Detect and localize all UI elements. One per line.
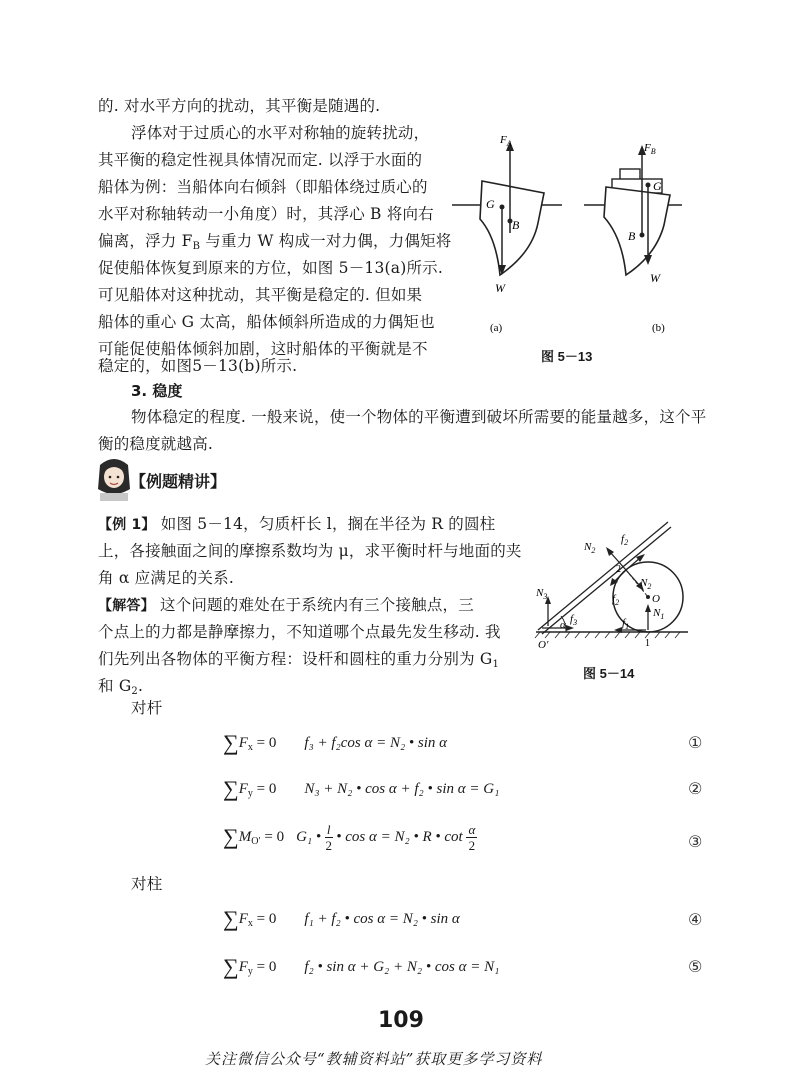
subscript: B: [192, 241, 201, 252]
text-line: 对杆: [131, 699, 163, 717]
text-line: 角 α 应满足的关系.: [98, 569, 234, 587]
ship-hull-b: [604, 187, 670, 275]
text-fragment: 们先列出各物体的平衡方程：设杆和圆柱的重力分别为 G: [98, 650, 493, 668]
fraction: $\frac{\alpha}{2}$: [468, 822, 476, 853]
text-line: 促使船体恢复到原来的方位，如图 5－13(a)所示.: [98, 259, 443, 277]
text-line: 其平衡的稳定性视具体情况而定. 以浮于水面的: [98, 151, 423, 169]
subscript: 1: [492, 659, 500, 670]
label-f2: $f_2$: [612, 593, 620, 607]
label-N2: $N_2$: [640, 577, 652, 591]
ground-hatch: [535, 632, 680, 638]
buoyancy-center-point: [640, 233, 645, 238]
equation-5: $\sum F_y = 0$ f₂ • sin α + G₂ + N₂ • cos α = N₁: [223, 954, 500, 979]
text-line: 船体为例：当船体向右倾斜（即船体绕过质心的: [98, 178, 428, 196]
label-FA: $F_A$: [500, 134, 512, 148]
solution-tag: 【解答】: [98, 598, 155, 614]
text-line: 浮体对于过质心的水平对称轴的旋转扰动，: [131, 124, 430, 142]
text-line: 水平对称轴转动一小角度）时，其浮心 B 将向右: [98, 205, 434, 223]
equation-number: ①: [688, 733, 703, 752]
text-line: 物体稳定的程度. 一般来说，使一个物体的平衡遭到破坏所需要的能量越多，这个平: [131, 408, 707, 426]
figure-5-13: [452, 125, 682, 365]
label-W: W: [650, 271, 660, 285]
text-fragment: 与重力 W 构成一对力偶，力偶矩将: [200, 232, 452, 250]
label-point-2: 2: [616, 564, 621, 575]
label-G: G: [653, 179, 662, 193]
equation-number: ②: [688, 779, 703, 798]
figure-caption: 图 5－14: [583, 666, 635, 681]
arrowhead: [644, 255, 652, 265]
label-N2: $N_2$: [584, 541, 596, 555]
text-line: 衡的稳度就越高.: [98, 435, 214, 453]
label-f2: $f_2$: [621, 533, 629, 547]
equation-4: $\sum F_x = 0$ f₁ + f₂ • cos α = N₂ • sin α: [223, 906, 460, 931]
text-fragment: .: [137, 677, 144, 695]
label-N1: $N_1$: [653, 607, 665, 621]
label-b: (b): [652, 322, 665, 334]
text-fragment: 如图 5－14，匀质杆长 l，搁在半径为 R 的圆柱: [160, 515, 496, 533]
subscript: 2: [131, 686, 138, 697]
example-tag: 【例 1】: [98, 517, 156, 533]
equation-number: ⑤: [688, 957, 703, 976]
label-N3: $N_3$: [536, 587, 548, 601]
text-line: 船体的重心 G 太高，船体倾斜所造成的力偶矩也: [98, 313, 435, 331]
equation-1: $\sum F_x = 0$ f₃ + f₂cos α = N₂ • sin α: [223, 730, 448, 755]
label-FB: $F_B$: [644, 142, 656, 156]
equation-2: $\sum F_y = 0$ N₃ + N₂ • cos α + f₂ • sin α = G₁: [223, 776, 500, 801]
rod: [542, 527, 671, 634]
text-line: 对柱: [131, 875, 163, 893]
text-line: 上，各接触面之间的摩擦系数均为 μ，求平衡时杆与地面的夹: [98, 542, 522, 560]
equation-3: $\sum M_{O'} = 0$ G₁ • $\frac{l}{2}$ • cos α = N₂ • R • cot $\frac{\alpha}{2}$: [223, 822, 476, 853]
label-W: W: [495, 281, 505, 295]
label-B: B: [512, 218, 520, 232]
fraction: $\frac{l}{2}$: [325, 822, 332, 853]
text-fragment: 偏离，浮力 F: [98, 232, 193, 250]
section-heading: 3. 稳度: [131, 382, 183, 400]
equation-number: ④: [688, 910, 703, 929]
center-of-mass-point: [646, 183, 651, 188]
equation-number: ③: [688, 832, 703, 851]
text-line: 稳定的，如图5－13(b)所示.: [98, 357, 298, 375]
page-number: 109: [378, 1008, 424, 1033]
text-line: 的. 对水平方向的扰动，其平衡是随遇的.: [98, 97, 381, 115]
label-f3: $f_3$: [570, 613, 578, 627]
label-point-1: 1: [645, 638, 650, 649]
text-line: [98, 510, 495, 539]
student-avatar-icon: [94, 455, 134, 501]
section-banner: 【例题精讲】: [130, 472, 227, 491]
text-line: [98, 591, 474, 620]
label-O: O: [652, 593, 660, 605]
label-G: G: [486, 197, 495, 211]
label-f1: $f_1$: [622, 617, 630, 631]
text-line: [98, 645, 499, 679]
center-of-mass-point: [500, 205, 505, 210]
force-N2-cyl: [626, 570, 640, 586]
footer-note: 关注微信公众号“教辅资料站”获取更多学习资料: [205, 1050, 543, 1068]
figure-5-14: [528, 516, 708, 666]
text-fragment: 这个问题的难处在于系统内有三个接触点，三: [159, 596, 474, 614]
text-line: 可能促使船体倾斜加剧，这时船体的平衡就是不: [98, 340, 428, 358]
label-alpha: α: [560, 619, 566, 631]
text-line: 个点上的力都是静摩擦力，不知道哪个点最先发生移动. 我: [98, 623, 501, 641]
label-B: B: [628, 229, 636, 243]
label-O-prime: O′: [538, 639, 549, 651]
label-a: (a): [490, 322, 503, 334]
text-line: 可见船体对这种扰动，其平衡是稳定的. 但如果: [98, 286, 423, 304]
figure-caption: 图 5－13: [541, 349, 593, 364]
text-fragment: 和 G: [98, 677, 132, 695]
